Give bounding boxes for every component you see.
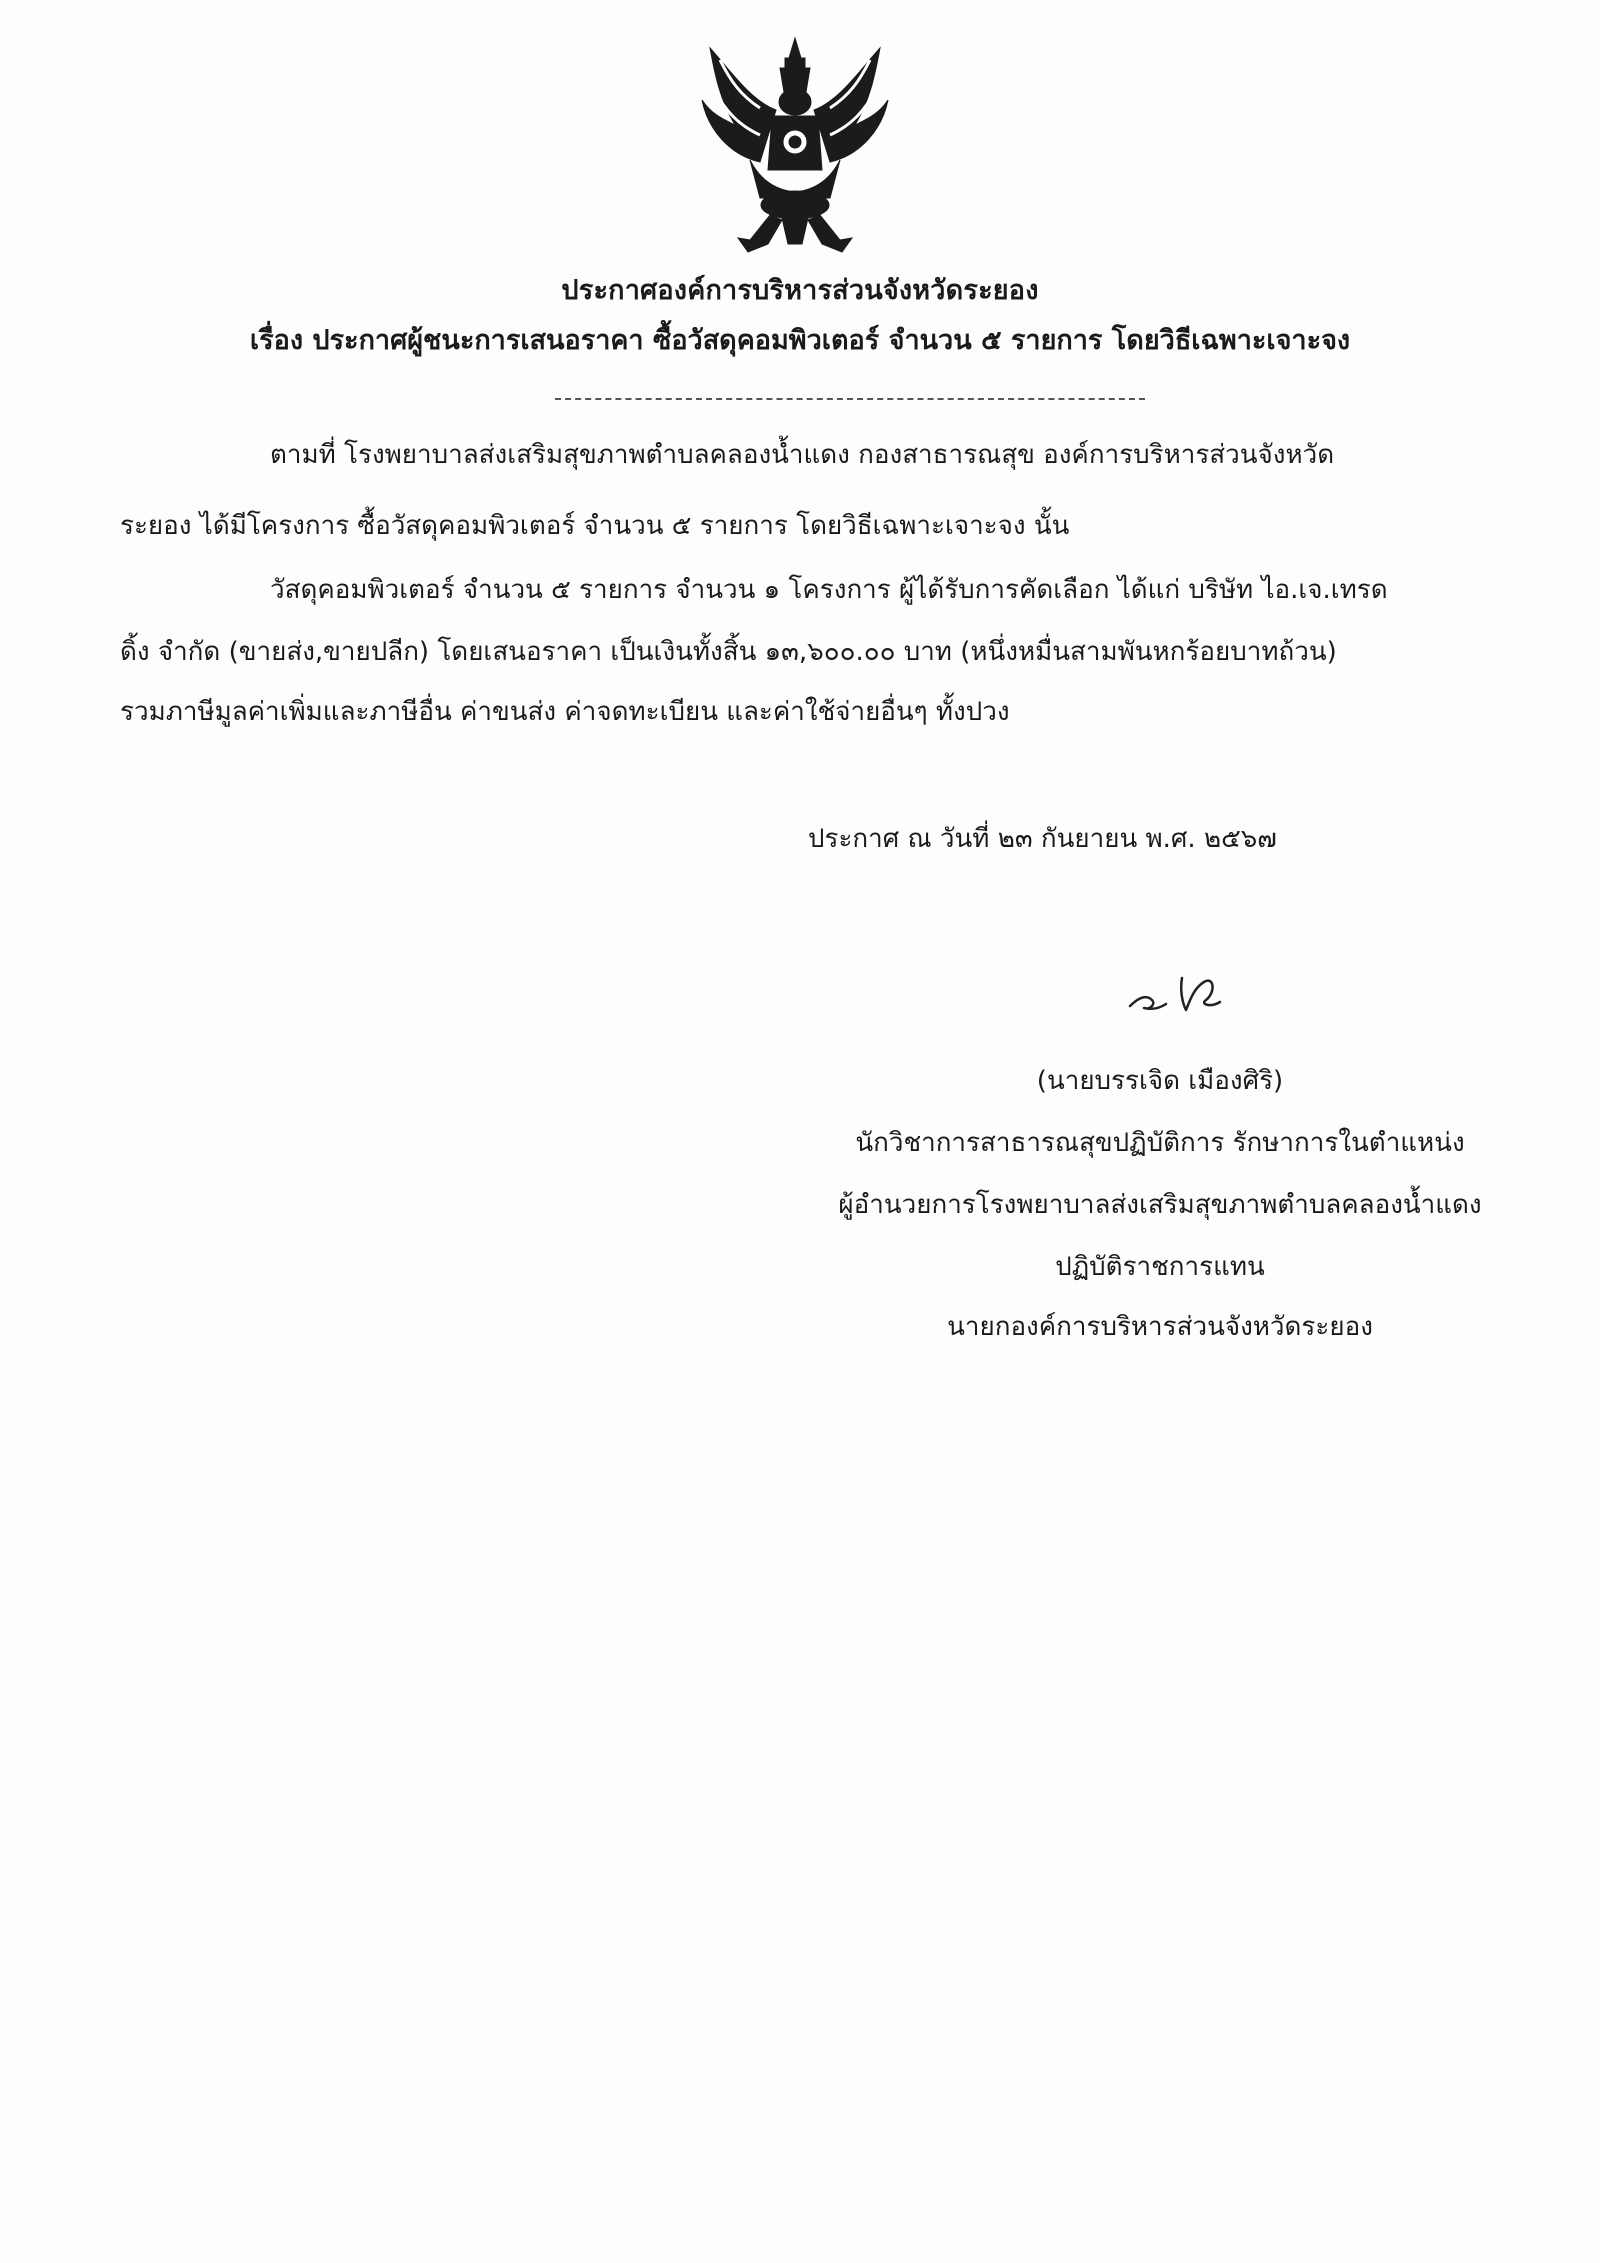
body-line-4: ดิ้ง จำกัด (ขายส่ง,ขายปลีก) โดยเสนอราคา เป็นเงินทั้งสิ้น ๑๓,๖๐๐.๐๐ บาท (หนึ่งหมื่นสามพันหกร้อยบาทถ้วน) <box>120 637 1337 667</box>
dashed-divider <box>555 398 1145 400</box>
announcement-subject: เรื่อง ประกาศผู้ชนะการเสนอราคา ซื้อวัสดุคอมพิวเตอร์ จำนวน ๕ รายการ โดยวิธีเฉพาะเจาะจง <box>249 325 1351 356</box>
signatory-position-4: นายกองค์การบริหารส่วนจังหวัดระยอง <box>947 1312 1373 1342</box>
body-line-1: ตามที่ โรงพยาบาลส่งเสริมสุขภาพตำบลคลองน้ำแดง กองสาธารณสุข องค์การบริหารส่วนจังหวัด <box>270 440 1335 470</box>
body-line-5: รวมภาษีมูลค่าเพิ่มและภาษีอื่น ค่าขนส่ง ค่าจดทะเบียน และค่าใช้จ่ายอื่นๆ ทั้งปวง <box>120 697 1010 727</box>
body-line-3: วัสดุคอมพิวเตอร์ จำนวน ๕ รายการ จำนวน ๑ โครงการ ผู้ได้รับการคัดเลือก ได้แก่ บริษัท ไอ.เจ.เทรด <box>270 575 1388 605</box>
signatory-position-1: นักวิชาการสาธารณสุขปฏิบัติการ รักษาการในตำแหน่ง <box>855 1128 1465 1158</box>
signatory-name: (นายบรรเจิด เมืองศิริ) <box>1036 1066 1284 1096</box>
announcement-date: ประกาศ ณ วันที่ ๒๓ กันยายน พ.ศ. ๒๕๖๗ <box>808 824 1277 854</box>
garuda-emblem-icon <box>690 30 900 260</box>
body-line-2: ระยอง ได้มีโครงการ ซื้อวัสดุคอมพิวเตอร์ จำนวน ๕ รายการ โดยวิธีเฉพาะเจาะจง นั้น <box>120 511 1070 541</box>
signatory-position-2: ผู้อำนวยการโรงพยาบาลส่งเสริมสุขภาพตำบลคลองน้ำแดง <box>838 1190 1482 1220</box>
handwritten-signature <box>1120 958 1260 1028</box>
announcement-title: ประกาศองค์การบริหารส่วนจังหวัดระยอง <box>561 275 1039 306</box>
signatory-position-3: ปฏิบัติราชการแทน <box>1055 1252 1265 1282</box>
